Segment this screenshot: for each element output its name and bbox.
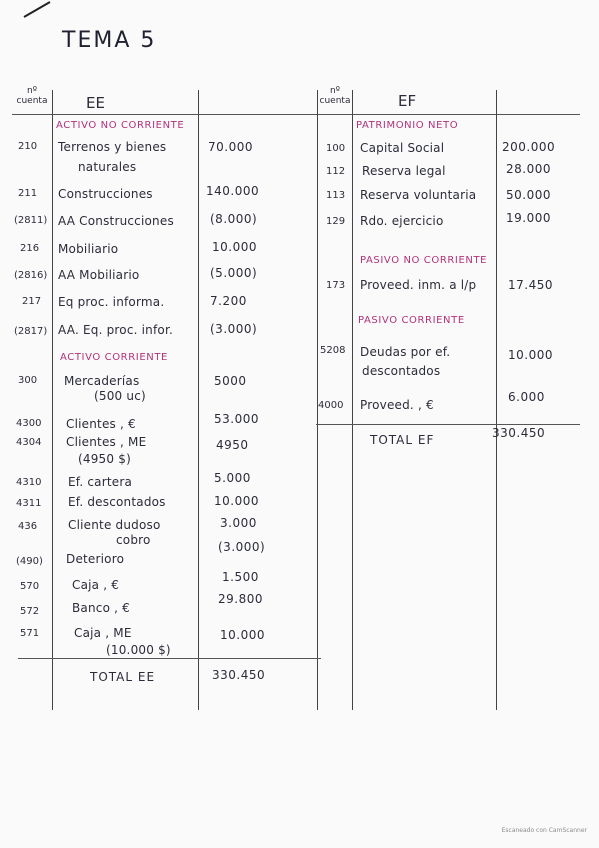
ef-row-desc: Deudas por ef. bbox=[360, 345, 451, 359]
ee-total-label: TOTAL EE bbox=[90, 670, 156, 684]
ef-header-number bbox=[318, 86, 352, 106]
ee-row-code: 4300 bbox=[16, 418, 42, 429]
ee-row-amount: (5.000) bbox=[210, 266, 258, 280]
ee-row-desc: AA Mobiliario bbox=[58, 268, 140, 282]
ee-row-desc: AA Construcciones bbox=[58, 214, 174, 228]
ee-col-divider-2 bbox=[198, 90, 199, 710]
ee-row-amount: 10.000 bbox=[220, 628, 265, 642]
ef-row-amount: 200.000 bbox=[502, 140, 556, 154]
ee-row-desc: Terrenos y bienes bbox=[58, 140, 167, 154]
ee-row-amount: 53.000 bbox=[214, 412, 259, 426]
ee-row-desc: Clientes , ME bbox=[66, 435, 147, 449]
ef-row-code: 5208 bbox=[320, 345, 346, 356]
ef-row-desc: Rdo. ejercicio bbox=[360, 214, 444, 228]
ee-row-desc: Banco , € bbox=[72, 601, 131, 615]
ef-row-code: 129 bbox=[326, 216, 346, 227]
ee-row-amount: 3.000 bbox=[220, 516, 257, 530]
ee-header-rule bbox=[12, 114, 317, 115]
page-title: TEMA 5 bbox=[62, 28, 157, 53]
ef-row-code: 4000 bbox=[318, 400, 344, 411]
ee-header-num-label: nº bbox=[27, 86, 37, 96]
ef-row-amount: 19.000 bbox=[506, 211, 551, 225]
ee-row-desc-line2: (10.000 $) bbox=[106, 643, 171, 657]
ee-row-code: 4304 bbox=[16, 437, 42, 448]
ef-row-amount: 17.450 bbox=[508, 278, 553, 292]
ef-row-desc: Proveed. , € bbox=[360, 398, 434, 412]
ee-row-code: 570 bbox=[20, 581, 40, 592]
ee-row-code: 216 bbox=[20, 243, 40, 254]
ef-total-label: TOTAL EF bbox=[370, 433, 435, 447]
ee-row-code: (490) bbox=[16, 556, 43, 567]
ee-row-desc: Clientes , € bbox=[66, 417, 136, 431]
ee-row-desc: Deterioro bbox=[66, 552, 125, 566]
ef-row-desc: Proveed. inm. a l/p bbox=[360, 278, 477, 292]
ee-row-amount: 140.000 bbox=[206, 184, 260, 198]
title-slash bbox=[24, 1, 51, 18]
ee-header-cuenta-label: cuenta bbox=[16, 96, 48, 106]
ee-row-code: 4310 bbox=[16, 477, 42, 488]
ef-header-rule bbox=[318, 114, 580, 115]
ee-row-desc: Cliente dudoso bbox=[68, 518, 161, 532]
ee-row-amount: 70.000 bbox=[208, 140, 253, 154]
ee-row-desc: Caja , € bbox=[72, 578, 120, 592]
ee-row-amount: 10.000 bbox=[212, 240, 257, 254]
ee-row-code: 4311 bbox=[16, 498, 42, 509]
ef-row-code: 173 bbox=[326, 280, 346, 291]
ef-total-amount: 330.450 bbox=[492, 426, 546, 440]
ee-row-code: 571 bbox=[20, 628, 40, 639]
ee-section-label: ACTIVO NO CORRIENTE bbox=[56, 120, 185, 131]
ef-col-divider-2 bbox=[496, 90, 497, 710]
ee-row-amount: 4950 bbox=[216, 438, 249, 452]
ee-header-number bbox=[12, 86, 52, 106]
ee-row-desc-line2: naturales bbox=[78, 160, 137, 174]
ee-row-desc: Ef. cartera bbox=[68, 475, 133, 489]
ee-row-amount: (3.000) bbox=[210, 322, 258, 336]
ee-row-amount: 1.500 bbox=[222, 570, 259, 584]
ef-row-amount: 10.000 bbox=[508, 348, 553, 362]
ee-row-code: (2811) bbox=[14, 215, 48, 226]
ef-row-code: 100 bbox=[326, 143, 346, 154]
ee-row-desc-line2: cobro bbox=[116, 533, 151, 547]
ef-total-rule bbox=[316, 424, 580, 425]
ee-row-code: (2817) bbox=[14, 326, 48, 337]
ee-row-amount: 5.000 bbox=[214, 471, 251, 485]
ee-row-amount: (3.000) bbox=[218, 540, 266, 554]
ee-row-desc: Eq proc. informa. bbox=[58, 295, 165, 309]
ef-section-label: PASIVO NO CORRIENTE bbox=[360, 255, 488, 266]
ef-header-num-label: nº bbox=[330, 86, 340, 96]
ee-row-code: 572 bbox=[20, 606, 40, 617]
ee-section-label: ACTIVO CORRIENTE bbox=[60, 352, 168, 363]
ef-header-cuenta-label: cuenta bbox=[319, 96, 351, 106]
ee-row-code: 210 bbox=[18, 141, 38, 152]
ee-col-divider-1 bbox=[52, 90, 53, 710]
ee-row-desc: Construcciones bbox=[58, 187, 153, 201]
ee-row-amount: 10.000 bbox=[214, 494, 259, 508]
ee-header-title: EE bbox=[86, 94, 105, 112]
ef-row-amount: 28.000 bbox=[506, 162, 551, 176]
ee-row-desc-line2: (4950 $) bbox=[78, 452, 131, 466]
ee-total-rule bbox=[18, 658, 321, 659]
ef-row-desc: Reserva legal bbox=[362, 164, 446, 178]
ef-row-amount: 50.000 bbox=[506, 188, 551, 202]
ee-row-desc-line2: (500 uc) bbox=[94, 389, 146, 403]
ee-row-desc: AA. Eq. proc. infor. bbox=[58, 323, 174, 337]
ee-row-amount: (8.000) bbox=[210, 212, 258, 226]
ee-row-amount: 29.800 bbox=[218, 592, 263, 606]
ef-section-label: PATRIMONIO NETO bbox=[356, 120, 459, 131]
ef-row-desc: Capital Social bbox=[360, 141, 445, 155]
ef-row-code: 113 bbox=[326, 190, 346, 201]
ee-row-amount: 5000 bbox=[214, 374, 247, 388]
ee-row-desc: Caja , ME bbox=[74, 626, 132, 640]
ee-row-code: 211 bbox=[18, 188, 38, 199]
ef-section-label: PASIVO CORRIENTE bbox=[358, 315, 465, 326]
ee-row-code: 217 bbox=[22, 296, 42, 307]
ef-row-code: 112 bbox=[326, 166, 346, 177]
ef-header-title: EF bbox=[398, 92, 417, 110]
ef-row-amount: 6.000 bbox=[508, 390, 545, 404]
scanner-watermark: Escaneado con CamScanner bbox=[501, 827, 587, 834]
ee-row-code: 300 bbox=[18, 375, 38, 386]
ee-row-desc: Ef. descontados bbox=[68, 495, 166, 509]
ef-row-desc-line2: descontados bbox=[362, 364, 441, 378]
ee-row-desc: Mercaderías bbox=[64, 374, 140, 388]
ee-total-amount: 330.450 bbox=[212, 668, 266, 682]
ef-row-desc: Reserva voluntaria bbox=[360, 188, 477, 202]
ee-row-code: 436 bbox=[18, 521, 38, 532]
ee-row-desc: Mobiliario bbox=[58, 242, 119, 256]
ee-row-amount: 7.200 bbox=[210, 294, 247, 308]
ef-col-divider-1 bbox=[352, 90, 353, 710]
ee-row-code: (2816) bbox=[14, 270, 48, 281]
